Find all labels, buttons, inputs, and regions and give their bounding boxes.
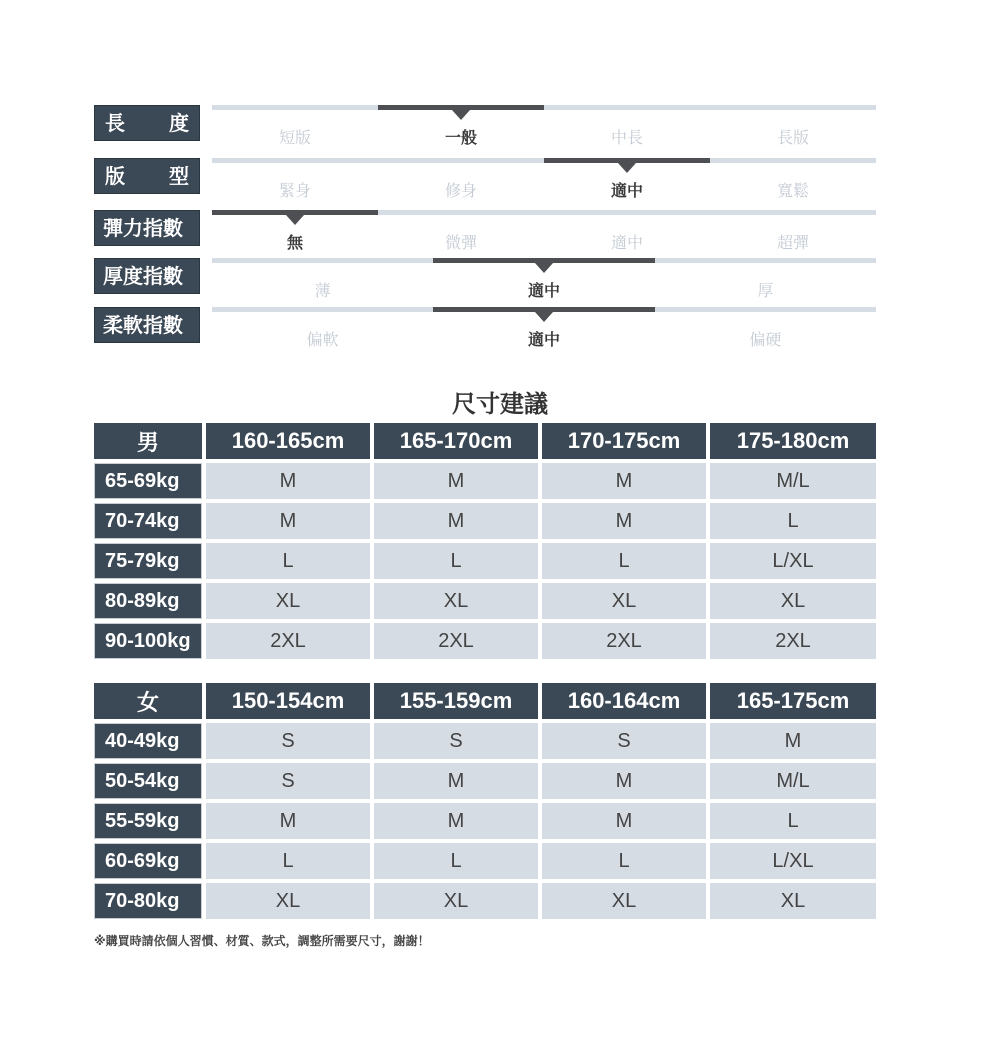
size-cell: L <box>542 843 706 879</box>
height-header: 170-175cm <box>542 423 706 459</box>
size-cell: S <box>206 763 370 799</box>
attribute-label-char: 長 <box>105 113 125 135</box>
attribute-option: 緊身 <box>278 183 311 200</box>
size-cell: 2XL <box>374 623 538 659</box>
weight-label: 40-49kg <box>94 723 202 759</box>
size-cell: S <box>206 723 370 759</box>
attribute-scale-track <box>212 307 876 349</box>
weight-label: 90-100kg <box>94 623 202 659</box>
attribute-option: 長版 <box>776 130 809 147</box>
attribute-label <box>94 158 200 194</box>
size-cell: XL <box>374 583 538 619</box>
weight-label: 55-59kg <box>94 803 202 839</box>
weight-label: 60-69kg <box>94 843 202 879</box>
height-header: 165-175cm <box>710 683 876 719</box>
size-cell: M <box>542 763 706 799</box>
selected-pointer-icon <box>535 263 553 273</box>
attribute-label: 彈力指數 <box>94 210 200 246</box>
size-cell: XL <box>710 583 876 619</box>
attribute-label-char: 版 <box>105 166 125 188</box>
size-cell: XL <box>206 583 370 619</box>
attribute-row <box>94 158 876 200</box>
attribute-option: 偏硬 <box>749 332 782 349</box>
attribute-label-char: 度 <box>169 113 189 135</box>
size-cell: M <box>710 723 876 759</box>
size-cell: L <box>710 803 876 839</box>
attribute-option: 中長 <box>610 130 643 147</box>
gender-header: 男 <box>94 423 202 459</box>
size-cell: L <box>206 843 370 879</box>
size-cell: M <box>374 763 538 799</box>
size-chart-title: 尺寸建議 <box>452 391 548 418</box>
size-cell: S <box>542 723 706 759</box>
size-cell: L <box>710 503 876 539</box>
size-cell: M <box>374 463 538 499</box>
attribute-option: 寬鬆 <box>776 183 809 200</box>
attribute-row <box>94 210 876 252</box>
size-cell: L <box>542 543 706 579</box>
selected-pointer-icon <box>618 163 636 173</box>
height-header: 160-165cm <box>206 423 370 459</box>
height-header: 165-170cm <box>374 423 538 459</box>
attribute-option: 修身 <box>444 183 477 200</box>
size-cell: 2XL <box>710 623 876 659</box>
selected-pointer-icon <box>452 110 470 120</box>
attribute-option: 薄 <box>314 283 331 300</box>
size-cell: L/XL <box>710 543 876 579</box>
size-cell: M/L <box>710 463 876 499</box>
attribute-label: 厚度指數 <box>94 258 200 294</box>
size-cell: XL <box>374 883 538 919</box>
weight-label: 80-89kg <box>94 583 202 619</box>
size-cell: M <box>542 803 706 839</box>
attribute-option: 短版 <box>278 130 311 147</box>
attribute-label <box>94 105 200 141</box>
attribute-option: 一般 <box>444 130 477 147</box>
attribute-row <box>94 258 876 300</box>
size-cell: M <box>374 503 538 539</box>
size-cell: M <box>542 503 706 539</box>
size-cell: L <box>206 543 370 579</box>
attribute-row <box>94 307 876 349</box>
size-cell: XL <box>710 883 876 919</box>
height-header: 150-154cm <box>206 683 370 719</box>
size-cell: M <box>374 803 538 839</box>
height-header: 160-164cm <box>542 683 706 719</box>
weight-label: 70-80kg <box>94 883 202 919</box>
attribute-option: 適中 <box>610 183 643 200</box>
size-cell: 2XL <box>542 623 706 659</box>
attribute-scale-track <box>212 105 876 147</box>
size-cell: M <box>206 803 370 839</box>
size-cell: M <box>206 503 370 539</box>
size-cell: XL <box>542 583 706 619</box>
size-cell: L <box>374 543 538 579</box>
size-cell: L/XL <box>710 843 876 879</box>
attribute-option: 超彈 <box>776 235 809 252</box>
attribute-option: 適中 <box>610 235 643 252</box>
attribute-label: 柔軟指數 <box>94 307 200 343</box>
size-cell: 2XL <box>206 623 370 659</box>
attribute-row <box>94 105 876 147</box>
attribute-option: 偏軟 <box>306 332 339 349</box>
size-cell: S <box>374 723 538 759</box>
weight-label: 50-54kg <box>94 763 202 799</box>
size-cell: M <box>206 463 370 499</box>
attribute-scale-track <box>212 158 876 200</box>
attribute-option: 微彈 <box>444 235 477 252</box>
size-cell: L <box>374 843 538 879</box>
attribute-option: 厚 <box>757 283 774 300</box>
weight-label: 75-79kg <box>94 543 202 579</box>
attribute-option: 適中 <box>527 332 560 349</box>
height-header: 175-180cm <box>710 423 876 459</box>
size-cell: M <box>542 463 706 499</box>
attribute-option: 無 <box>286 235 303 252</box>
weight-label: 65-69kg <box>94 463 202 499</box>
footnote: ※購買時請依個人習慣、材質、款式，調整所需要尺寸，謝謝！ <box>94 934 430 948</box>
gender-header: 女 <box>94 683 202 719</box>
size-cell: XL <box>206 883 370 919</box>
attribute-scale-track <box>212 210 876 252</box>
size-cell: M/L <box>710 763 876 799</box>
size-cell: XL <box>542 883 706 919</box>
selected-pointer-icon <box>286 215 304 225</box>
height-header: 155-159cm <box>374 683 538 719</box>
selected-pointer-icon <box>535 312 553 322</box>
attribute-option: 適中 <box>527 283 560 300</box>
weight-label: 70-74kg <box>94 503 202 539</box>
attribute-scale-track <box>212 258 876 300</box>
attribute-label-char: 型 <box>169 166 189 188</box>
